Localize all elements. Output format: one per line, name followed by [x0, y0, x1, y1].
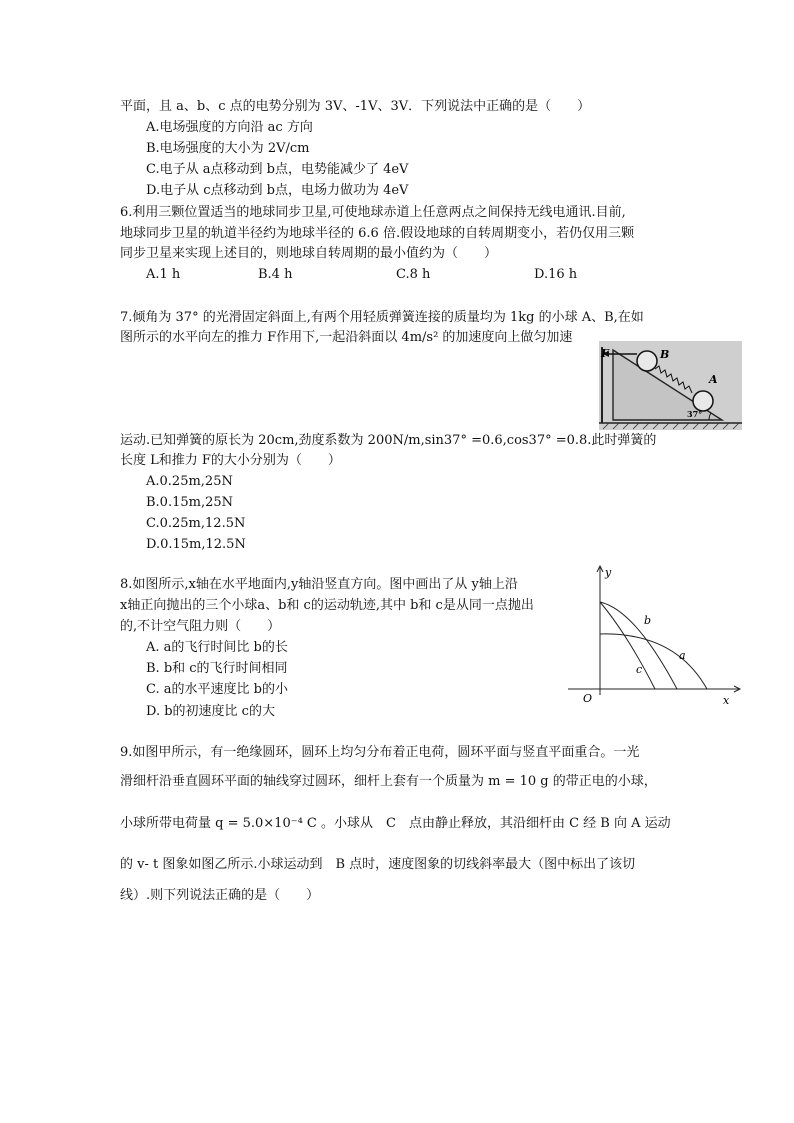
q8-trajectory-figure: [565, 562, 745, 708]
q7-angle-label: 37°: [687, 409, 703, 419]
q7-line-3: 运动.已知弹簧的原长为 20cm,劲度系数为 200N/m,sin37° =0.6,cos37° =0.8.此时弹簧的: [120, 433, 657, 448]
q8-option-b: B. b和 c的飞行时间相同: [146, 661, 288, 676]
q7-line-4: 长度 L和推力 F的大小分别为（ ）: [120, 453, 341, 468]
q7-option-c: C.0.25m,12.5N: [146, 516, 246, 531]
q9-line-5: 线）.则下列说法正确的是（ ）: [120, 888, 320, 903]
q7-ball-a-label: A: [709, 373, 718, 386]
q7-line-2: 图所示的水平向左的推力 F作用下,一起沿斜面以 4m/s² 的加速度向上做匀加速: [120, 330, 573, 345]
q7-ball-a: [693, 391, 713, 411]
q8-option-c: C. a的水平速度比 b的小: [146, 682, 288, 697]
q9-line-3: 小球所带电荷量 q = 5.0×10⁻⁴ C 。小球从 C 点由静止释放，其沿细杆由 C 经 B 向 A 运动: [120, 816, 671, 831]
q8-y-label: y: [605, 566, 612, 579]
q8-option-d: D. b的初速度比 c的大: [146, 704, 275, 719]
q5-stem: 平面，且 a、b、c 点的电势分别为 3V、-1V、3V．下列说法中正确的是（ ）: [120, 99, 591, 114]
q8-line-1: 8.如图所示,x轴在水平地面内,y轴沿竖直方向。图中画出了从 y轴上沿: [120, 577, 518, 592]
q8-origin-label: O: [583, 692, 593, 705]
q7-option-d: D.0.15m,12.5N: [146, 537, 246, 552]
q8-label-b: b: [644, 614, 652, 627]
q6-line-2: 地球同步卫星的轨道半径约为地球半径的 6.6 倍.假设地球的自转周期变小，若仍仅用三颗: [120, 226, 635, 241]
q7-ball-b-label: B: [660, 348, 670, 361]
q5-option-d: D.电子从 c点移动到 b点，电场力做功为 4eV: [146, 183, 409, 198]
q8-x-label: x: [723, 694, 730, 707]
q5-option-b: B.电场强度的大小为 2V/cm: [146, 141, 310, 156]
q7-option-a: A.0.25m,25N: [146, 474, 233, 489]
q7-ball-b: [637, 351, 657, 371]
q9-line-1: 9.如图甲所示，有一绝缘圆环，圆环上均匀分布着正电荷，圆环平面与竖直平面重合。一光: [120, 745, 640, 760]
q8-label-a: a: [679, 649, 686, 662]
q7-incline-figure: [599, 341, 742, 430]
q7-option-b: B.0.15m,25N: [146, 495, 234, 510]
q5-option-c: C.电子从 a点移动到 b点，电势能减少了 4eV: [146, 162, 409, 177]
q8-label-c: c: [636, 663, 643, 676]
q6-line-1: 6.利用三颗位置适当的地球同步卫星,可使地球赤道上任意两点之间保持无线电通讯.目前,: [120, 205, 626, 220]
q5-option-a: A.电场强度的方向沿 ac 方向: [146, 120, 313, 135]
q6-option-b: B.4 h: [258, 267, 293, 282]
q6-option-c: C.8 h: [396, 267, 431, 282]
q9-line-4: 的 v- t 图象如图乙所示.小球运动到 B 点时，速度图象的切线斜率最大（图中标出了该切: [120, 857, 636, 872]
q7-force-label: F: [601, 347, 609, 360]
q8-line-2: x轴正向抛出的三个小球a、b和 c的运动轨迹,其中 b和 c是从同一点抛出: [120, 598, 534, 613]
q9-line-2: 滑细杆沿垂直圆环平面的轴线穿过圆环，细杆上套有一个质量为 m = 10 g 的带正电的小球，: [120, 774, 657, 789]
q7-line-1: 7.倾角为 37° 的光滑固定斜面上,有两个用轻质弹簧连接的质量均为 1kg 的小球 A、B,在如: [120, 310, 644, 325]
q8-trajectory-a: [600, 634, 707, 689]
q6-option-d: D.16 h: [534, 267, 578, 282]
q6-option-a: A.1 h: [146, 267, 181, 282]
q8-option-a: A. a的飞行时间比 b的长: [146, 640, 288, 655]
q6-line-3: 同步卫星来实现上述目的，则地球自转周期的最小值约为（ ）: [120, 246, 498, 261]
q8-line-3: 的,不计空气阻力则（ ）: [120, 619, 281, 634]
